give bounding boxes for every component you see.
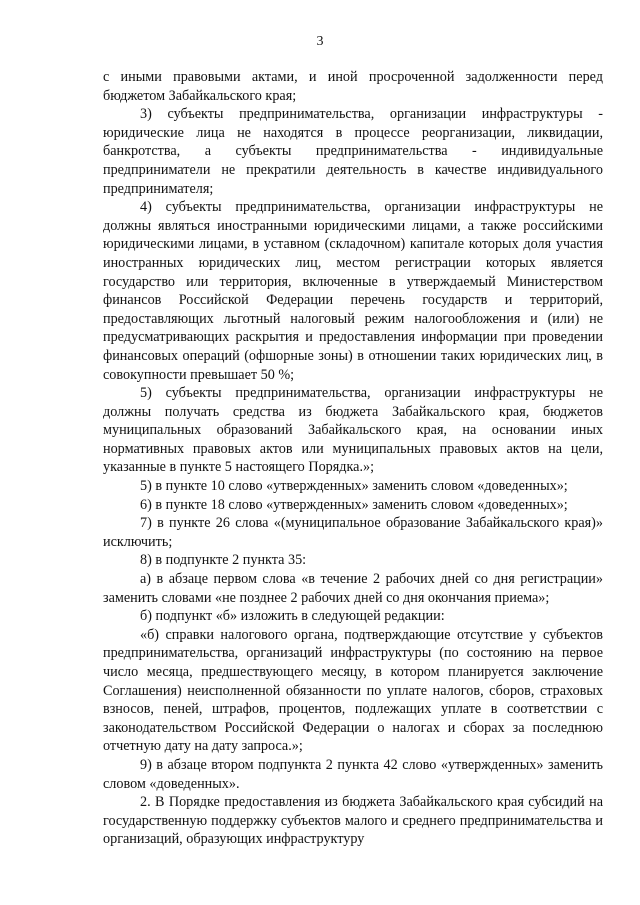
paragraph: 5) в пункте 10 слово «утвержденных» заменить словом «доведенных»; bbox=[140, 478, 568, 495]
page-number: 3 bbox=[316, 34, 324, 49]
paragraph: «б) справки налогового органа, подтверждающие отсутствие у субъектов предпринимательства, организаций инфраструктуры (по состоянию на первое число месяца, предшествующего месяцу, в котором планируется заключение Соглашения) неисполненной обязанности по уплате налогов, сборов, страховых взносов, пеней, штрафов, процентов, подлежащих уплате в соответствии с законодательством Российской Федерации о налогах и сборах за последнюю отчетную дату на дату запроса.»; bbox=[103, 626, 603, 755]
paragraph: 2. В Порядке предоставления из бюджета Забайкальского края субсидий на государственную поддержку субъектов малого и среднего предпринимательства и организаций, образующих инфраструктуру bbox=[103, 794, 603, 848]
paragraph: 5) субъекты предпринимательства, организации инфраструктуры не должны получать средства из бюджета Забайкальского края, бюджетов муниципальных образований Забайкальского края, на основании иных нормативных правовых актов или муниципальных правовых актов на цели, указанные в пункте 5 настоящего Порядка.»; bbox=[103, 385, 603, 476]
paragraph: 3) субъекты предпринимательства, организации инфраструктуры - юридические лица не находятся в процессе реорганизации, ликвидации, банкротства, а субъекты предпринимательства - индивидуальные предприниматели не прекратили деятельность в качестве индивидуального предпринимателя; bbox=[103, 106, 603, 197]
paragraph: 4) субъекты предпринимательства, организации инфраструктуры не должны являться иностранными юридическими лицами, а также российскими юридическими лицами, в уставном (складочном) капитале которых доля участия иностранных юридических лиц, местом регистрации которых является государство или территория, включенные в утверждаемый Министерством финансов Российской Федерации перечень государств и территорий, предоставляющих льготный налоговый режим налогообложения и (или) не предусматривающих раскрытия и предоставления информации при проведении финансовых операций (офшорные зоны) в отношении таких юридических лиц, в совокупности превышает 50 %; bbox=[103, 199, 603, 383]
paragraph: с иными правовыми актами, и иной просроченной задолженности перед бюджетом Забайкальского края; bbox=[103, 69, 603, 104]
paragraph: 7) в пункте 26 слова «(муниципальное образование Забайкальского края)» исключить; bbox=[103, 515, 603, 550]
paragraph: а) в абзаце первом слова «в течение 2 рабочих дней со дня регистрации» заменить словами «не позднее 2 рабочих дней со дня окончания приема»; bbox=[103, 571, 603, 606]
paragraph: 6) в пункте 18 слово «утвержденных» заменить словом «доведенных»; bbox=[140, 496, 568, 513]
document-body bbox=[103, 68, 603, 849]
paragraph: б) подпункт «б» изложить в следующей редакции: bbox=[140, 608, 445, 625]
paragraph: 8) в подпункте 2 пункта 35: bbox=[140, 552, 307, 569]
paragraph: 9) в абзаце втором подпункта 2 пункта 42 слово «утвержденных» заменить словом «доведенных». bbox=[103, 756, 603, 792]
